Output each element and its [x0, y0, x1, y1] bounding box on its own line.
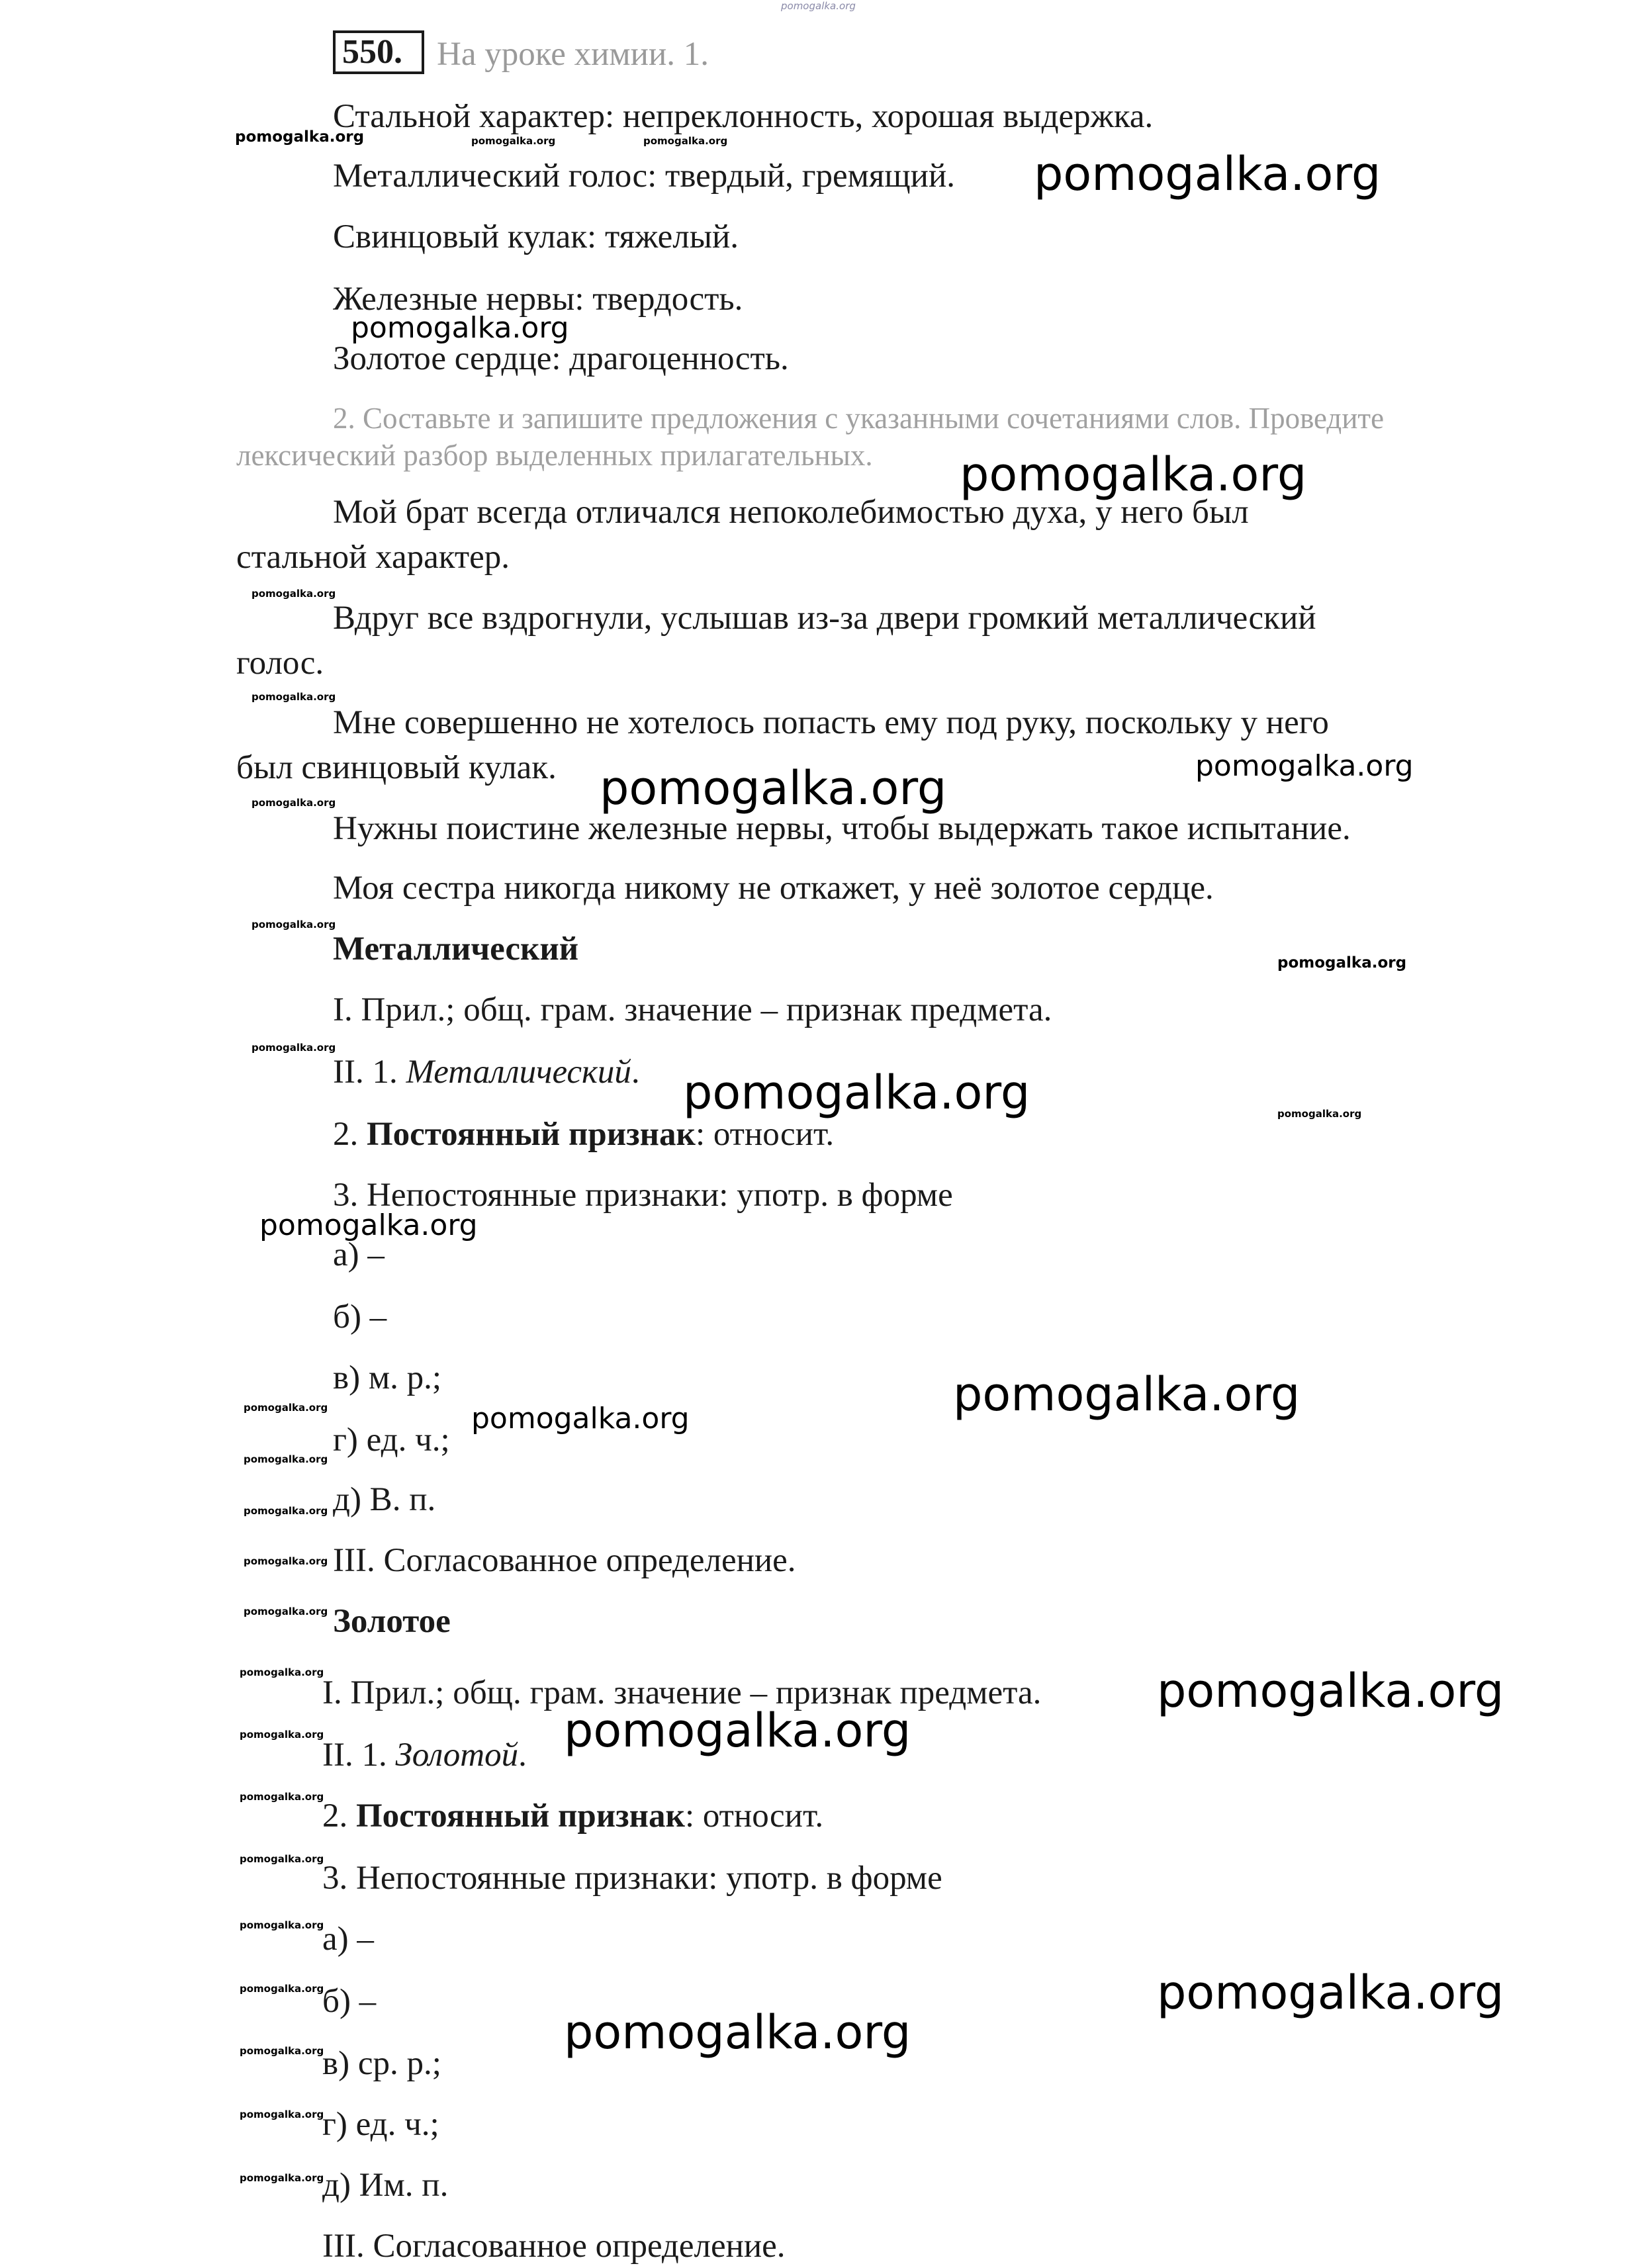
watermark: pomogalka.org — [351, 311, 569, 345]
analysis2-iii: III. Согласованное определение. — [322, 2228, 786, 2265]
watermark: pomogalka.org — [251, 1042, 336, 1054]
watermark: pomogalka.org — [600, 761, 947, 815]
analysis2-heading: Золотое — [333, 1603, 451, 1640]
watermark: pomogalka.org — [471, 1402, 690, 1435]
watermark: pomogalka.org — [953, 1367, 1300, 1422]
analysis2-v: в) ср. р.; — [322, 2045, 441, 2082]
analysis2-b: б) – — [322, 1983, 377, 2020]
task2-line-2: лексический разбор выделенных прилагательных. — [236, 439, 873, 472]
watermark: pomogalka.org — [244, 1555, 328, 1567]
part1-line-3: Свинцовый кулак: тяжелый. — [333, 218, 739, 255]
analysis1-b: б) – — [333, 1298, 387, 1336]
analysis1-ii: II. 1. Металлический. — [333, 1054, 640, 1091]
part1-line-1: Стальной характер: непреклонность, хорошая выдержка. — [333, 98, 1154, 135]
watermark: pomogalka.org — [643, 135, 728, 147]
watermark: pomogalka.org — [781, 0, 856, 12]
task2-line-1: 2. Составьте и запишите предложения с указанными сочетаниями слов. Проведите — [333, 402, 1385, 435]
analysis2-i: I. Прил.; общ. грам. значение – признак предмета. — [322, 1674, 1042, 1711]
part1-line-5: Золотое сердце: драгоценность. — [333, 340, 789, 377]
watermark: pomogalka.org — [1195, 749, 1414, 783]
watermark: pomogalka.org — [251, 797, 336, 809]
watermark: pomogalka.org — [240, 1919, 324, 1931]
analysis2-g: г) ед. ч.; — [322, 2106, 439, 2143]
watermark: pomogalka.org — [564, 1703, 911, 1758]
sentence-3a: Мне совершенно не хотелось попасть ему под руку, поскольку у него — [333, 704, 1329, 741]
sentence-1a: Мой брат всегда отличался непоколебимостью духа, у него был — [333, 494, 1249, 531]
watermark: pomogalka.org — [251, 588, 336, 600]
analysis1-v: в) м. р.; — [333, 1359, 442, 1396]
watermark: pomogalka.org — [251, 919, 336, 930]
exercise-title: На уроке химии. 1. — [437, 36, 709, 73]
watermark: pomogalka.org — [1157, 1664, 1504, 1718]
analysis1-a: а) – — [333, 1236, 385, 1273]
analysis2-p3: 3. Непостоянные признаки: употр. в форме — [322, 1860, 942, 1897]
analysis1-iii: III. Согласованное определение. — [333, 1542, 796, 1579]
watermark: pomogalka.org — [240, 1791, 324, 1803]
analysis1-heading: Металлический — [333, 930, 579, 968]
analysis1-p2: 2. Постоянный признак: относит. — [333, 1116, 835, 1153]
watermark: pomogalka.org — [240, 2109, 324, 2120]
analysis2-d: д) Им. п. — [322, 2167, 449, 2204]
analysis1-d: д) В. п. — [333, 1481, 436, 1518]
analysis1-p3: 3. Непостоянные признаки: употр. в форме — [333, 1177, 953, 1214]
sentence-1b: стальной характер. — [236, 539, 510, 576]
watermark: pomogalka.org — [259, 1208, 478, 1242]
exercise-number: 550. — [333, 30, 424, 74]
watermark: pomogalka.org — [1277, 1108, 1362, 1120]
watermark: pomogalka.org — [240, 1983, 324, 1995]
watermark: pomogalka.org — [240, 2172, 324, 2184]
analysis1-i: I. Прил.; общ. грам. значение – признак предмета. — [333, 991, 1052, 1028]
watermark: pomogalka.org — [564, 2005, 911, 2060]
watermark: pomogalka.org — [235, 128, 365, 146]
watermark: pomogalka.org — [244, 1453, 328, 1465]
watermark: pomogalka.org — [1277, 954, 1407, 972]
watermark: pomogalka.org — [1157, 1966, 1504, 2020]
sentence-5: Моя сестра никогда никому не откажет, у неё золотое сердце. — [333, 870, 1214, 907]
watermark: pomogalka.org — [471, 135, 556, 147]
analysis2-a: а) – — [322, 1921, 374, 1958]
analysis2-p2: 2. Постоянный признак: относит. — [322, 1797, 824, 1835]
watermark: pomogalka.org — [244, 1402, 328, 1414]
sentence-3b: был свинцовый кулак. — [236, 749, 557, 786]
sentence-4: Нужны поистине железные нервы, чтобы выдержать такое испытание. — [333, 810, 1351, 847]
watermark: pomogalka.org — [683, 1066, 1030, 1120]
part1-line-2: Металлический голос: твердый, гремящий. — [333, 158, 955, 195]
watermark: pomogalka.org — [251, 691, 336, 703]
sentence-2b: голос. — [236, 645, 324, 682]
watermark: pomogalka.org — [960, 447, 1307, 502]
watermark: pomogalka.org — [244, 1606, 328, 1617]
analysis1-g: г) ед. ч.; — [333, 1422, 450, 1459]
watermark: pomogalka.org — [1034, 147, 1381, 201]
watermark: pomogalka.org — [240, 2045, 324, 2057]
sentence-2a: Вдруг все вздрогнули, услышав из-за двери громкий металлический — [333, 600, 1316, 637]
watermark: pomogalka.org — [244, 1505, 328, 1517]
watermark: pomogalka.org — [240, 1729, 324, 1741]
watermark: pomogalka.org — [240, 1666, 324, 1678]
analysis2-ii: II. 1. Золотой. — [322, 1737, 527, 1774]
watermark: pomogalka.org — [240, 1853, 324, 1865]
part1-line-4: Железные нервы: твердость. — [333, 281, 743, 318]
